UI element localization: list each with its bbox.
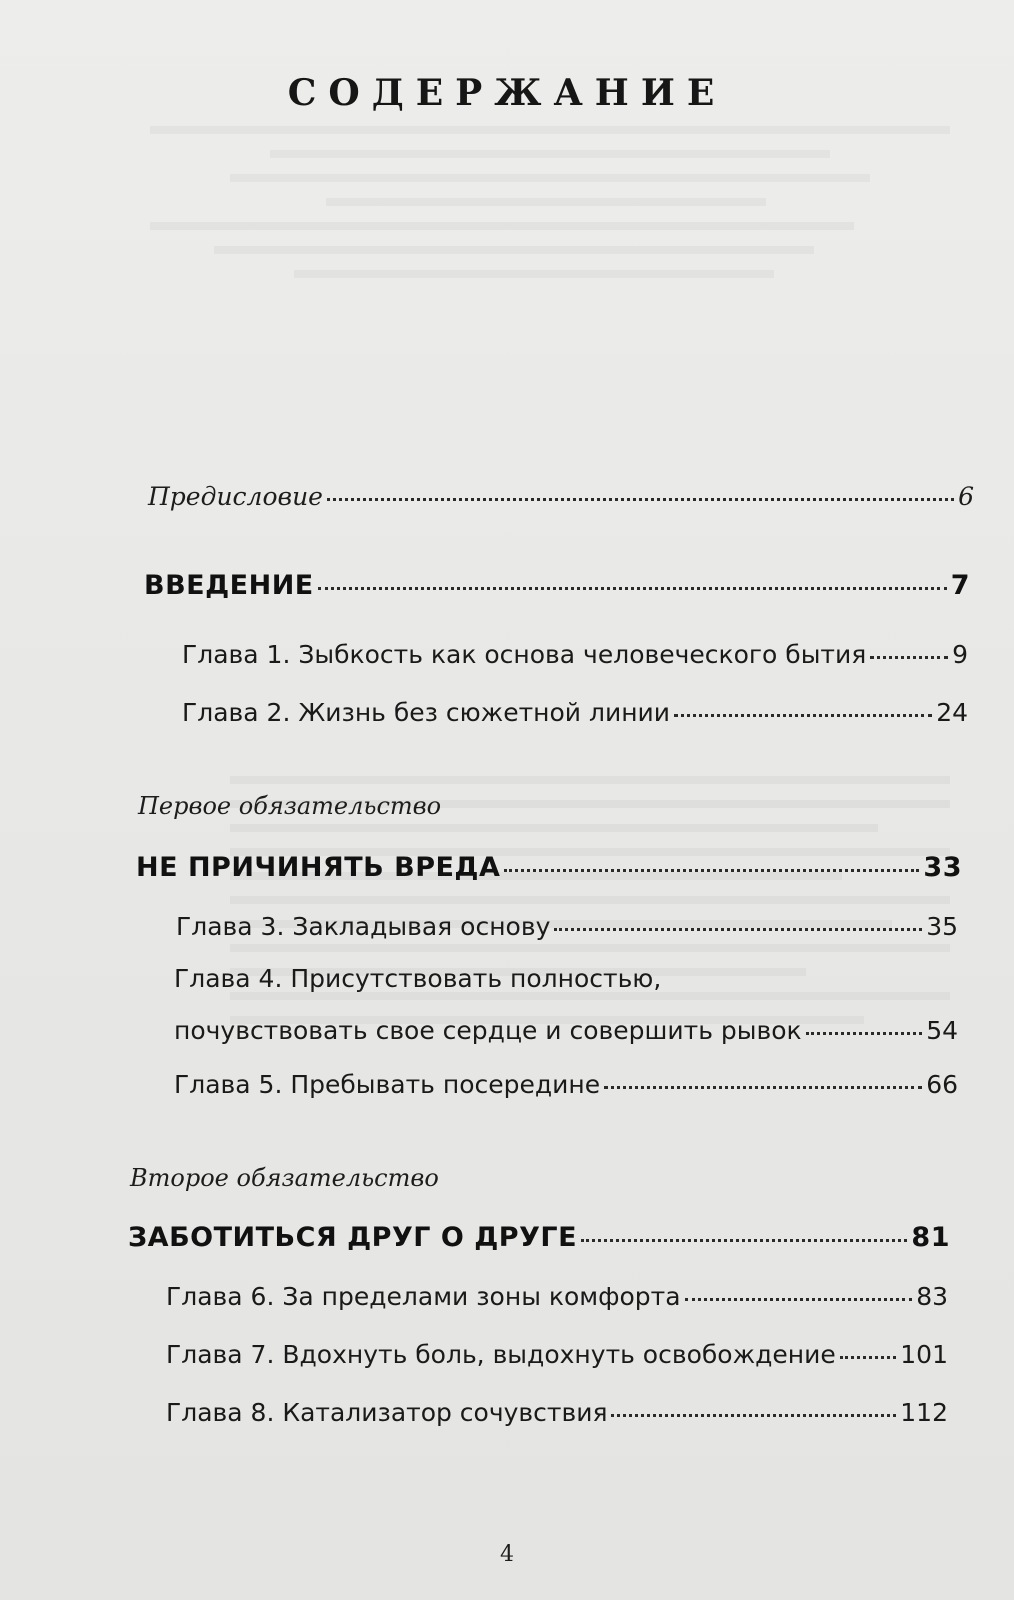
toc-page-number: 83: [916, 1282, 948, 1311]
toc-entry-chapter-1[interactable]: [182, 640, 968, 669]
dot-leader: [840, 1356, 897, 1359]
toc-label: Предисловие: [148, 482, 323, 511]
dot-leader: [504, 869, 919, 872]
toc-entry-chapter-8[interactable]: [166, 1398, 948, 1427]
toc-page-number: 6: [958, 482, 974, 511]
dot-leader: [327, 498, 954, 501]
toc-page-number: 7: [950, 570, 970, 601]
dot-leader: [674, 714, 932, 717]
toc-label: ВВЕДЕНИЕ: [144, 570, 314, 601]
toc-page-number: 35: [926, 912, 958, 941]
toc-entry-chapter-3[interactable]: [176, 912, 958, 941]
toc-entry-chapter-4[interactable]: [174, 1016, 958, 1045]
part-subtitle-second-commitment: Второе обязательство: [130, 1164, 439, 1192]
toc-label: Глава 6. За пределами зоны комфорта: [166, 1282, 681, 1311]
toc-label: Глава 8. Катализатор сочувствия: [166, 1398, 608, 1427]
part-subtitle-first-commitment: Первое обязательство: [138, 792, 442, 820]
toc-label: Глава 1. Зыбкость как основа человеческого бытия: [182, 640, 867, 669]
dot-leader: [870, 656, 948, 659]
toc-label: Глава 2. Жизнь без сюжетной линии: [182, 698, 671, 727]
toc-label: Глава 5. Пребывать посередине: [174, 1070, 601, 1099]
toc-label: Глава 7. Вдохнуть боль, выдохнуть освобождение: [166, 1340, 836, 1369]
dot-leader: [554, 928, 922, 931]
toc-page-number: 9: [952, 640, 968, 669]
toc-entry-chapter-5[interactable]: [174, 1070, 958, 1099]
toc-entry-chapter-6[interactable]: [166, 1282, 948, 1311]
dot-leader: [611, 1414, 896, 1417]
dot-leader: [685, 1298, 913, 1301]
toc-entry-chapter-2[interactable]: [182, 698, 968, 727]
toc-label: НЕ ПРИЧИНЯТЬ ВРЕДА: [136, 852, 501, 883]
toc-label: ЗАБОТИТЬСЯ ДРУГ О ДРУГЕ: [128, 1222, 578, 1253]
toc-label: Глава 3. Закладывая основу: [176, 912, 551, 941]
toc-entry-introduction[interactable]: [144, 570, 970, 601]
dot-leader: [318, 587, 947, 590]
toc-page-number: 24: [936, 698, 968, 727]
toc-entry-chapter-7[interactable]: [166, 1340, 948, 1369]
toc-page-number: 33: [923, 852, 962, 883]
toc-label: почувствовать свое сердце и совершить рывок: [174, 1016, 802, 1045]
toc-page-number: 66: [926, 1070, 958, 1099]
toc-entry-chapter-4-line-1[interactable]: Глава 4. Присутствовать полностью,: [174, 964, 662, 993]
toc-entry-part-2[interactable]: [128, 1222, 950, 1253]
page-title: СОДЕРЖАНИЕ: [287, 72, 727, 114]
toc-page-number: 81: [911, 1222, 950, 1253]
dot-leader: [604, 1086, 922, 1089]
toc-entry-part-1[interactable]: [136, 852, 962, 883]
toc-page-number: 112: [900, 1398, 948, 1427]
dot-leader: [581, 1239, 907, 1242]
toc-page-number: 101: [900, 1340, 948, 1369]
toc-entry-preface[interactable]: [148, 482, 974, 511]
toc-page-number: 54: [926, 1016, 958, 1045]
page-number-footer: 4: [500, 1542, 514, 1567]
dot-leader: [806, 1032, 923, 1035]
bleed-through-texture: [150, 110, 950, 294]
